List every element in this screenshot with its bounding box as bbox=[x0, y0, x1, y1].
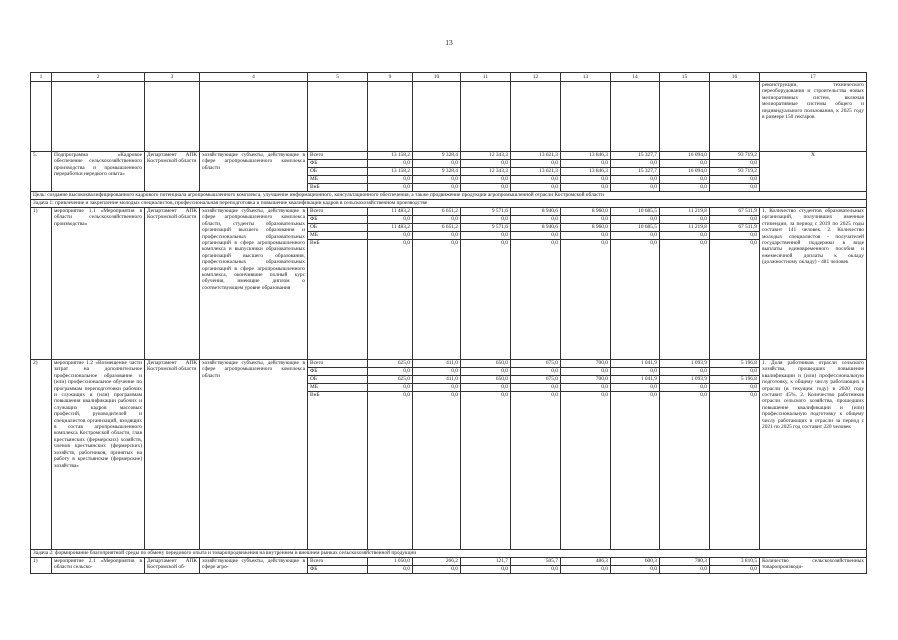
value-cell: 0,0 bbox=[368, 368, 413, 376]
value-cell: 0,0 bbox=[710, 368, 760, 376]
value-cell: 11 483,2 bbox=[368, 208, 413, 216]
value-cell: 15 327,7 bbox=[611, 152, 660, 160]
funding-source: Всего bbox=[308, 208, 368, 216]
section-text: Задача 2: формирование благоприятной среды по обмену передового опыта и товаропродвижения на внутреннем и внешнем рынках сельскохозяйственной продукции bbox=[31, 550, 867, 558]
value-cell: 10 685,5 bbox=[611, 224, 660, 232]
value-cell: 93 719,2 bbox=[710, 168, 760, 176]
empty-cell bbox=[31, 82, 52, 152]
value-cell: 6 651,2 bbox=[413, 224, 461, 232]
value-cell: 15 327,7 bbox=[611, 168, 660, 176]
value-cell: 0,0 bbox=[461, 392, 511, 550]
value-cell: 0,0 bbox=[561, 176, 611, 184]
value-cell: 13 621,3 bbox=[511, 152, 561, 160]
funding-source: ФБ bbox=[308, 160, 368, 168]
funding-source: ОБ bbox=[308, 376, 368, 384]
value-cell: 9 571,6 bbox=[461, 224, 511, 232]
value-cell: 5 196,8 bbox=[710, 360, 760, 368]
value-cell: 0,0 bbox=[461, 160, 511, 168]
value-cell: 0,0 bbox=[368, 240, 413, 360]
event-name: мероприятие 1.2 «Возмещение части затрат на дополнительное профессиональное образование и (или) профессиональное обучение по программам переподготовки рабочих и служащих и (или) программам повышения квалификации рабочих и служащих кадров массовых профессий, руководителей и специалистов организаций, входящих в состав агропромышленного комплекса Костромской области, глав крестьянских (фермерских) хозяйств, членов крестьянских (фермерских) хозяйств, работников, принятых на работу в крестьянские (фермерские) хозяйства» bbox=[52, 360, 145, 550]
funding-source: ВнБ bbox=[308, 240, 368, 360]
value-cell: 700,0 bbox=[561, 376, 611, 384]
result-cell: 1. Количество студентов образовательных организаций, получивших именные стипендии, за период с 2019 по 2025 годы составит 141 человек. 2. Количество молодых специалистов - получателей государственной поддержки в виде выплаты единовременного пособия и ежемесячной доплаты к окладу (должностному окладу) - 481 человек bbox=[760, 208, 867, 360]
empty-cell bbox=[710, 82, 760, 152]
value-cell: 12 343,3 bbox=[461, 152, 511, 160]
column-header: 11 bbox=[461, 73, 511, 82]
value-cell: 1 041,9 bbox=[611, 360, 660, 368]
column-header: 15 bbox=[660, 73, 710, 82]
empty-cell bbox=[461, 82, 511, 152]
value-cell: 10 685,5 bbox=[611, 208, 660, 216]
value-cell: 0,0 bbox=[611, 566, 660, 574]
value-cell: 1 093,9 bbox=[660, 376, 710, 384]
value-cell: 411,0 bbox=[413, 360, 461, 368]
value-cell: 0,0 bbox=[413, 232, 461, 240]
value-cell: 8 960,0 bbox=[561, 224, 611, 232]
value-cell: 8 940,6 bbox=[511, 224, 561, 232]
value-cell: 650,0 bbox=[461, 360, 511, 368]
value-cell: 8 940,6 bbox=[511, 208, 561, 216]
page-number: 13 bbox=[445, 38, 453, 47]
value-cell: 0,0 bbox=[511, 160, 561, 168]
column-header: 3 bbox=[145, 73, 200, 82]
row-number: 1) bbox=[31, 208, 52, 360]
value-cell: 0,0 bbox=[413, 566, 461, 574]
value-cell: 0,0 bbox=[710, 160, 760, 168]
empty-cell bbox=[511, 82, 561, 152]
value-cell: 0,0 bbox=[511, 392, 561, 550]
value-cell: 0,0 bbox=[511, 368, 561, 376]
section-text: Задача 1: привлечение и закрепление молодых специалистов, профессиональная переподготовка и повышение квалификации кадров в сельскохозяйственном производстве bbox=[31, 200, 867, 208]
value-cell: 67 511,9 bbox=[710, 224, 760, 232]
value-cell: 9 571,6 bbox=[461, 208, 511, 216]
section-row bbox=[31, 550, 867, 558]
value-cell: 3 810,5 bbox=[710, 558, 760, 566]
value-cell: 0,0 bbox=[561, 240, 611, 360]
value-cell: 0,0 bbox=[413, 184, 461, 192]
participants: хозяйствующие субъекты, действующие в сфере агропромышленного комплекса области bbox=[200, 152, 308, 192]
value-cell: 6 651,2 bbox=[413, 208, 461, 216]
event-name: мероприятие 2.1 «Мероприятия в области сельско- bbox=[52, 558, 145, 574]
value-cell: 0,0 bbox=[413, 240, 461, 360]
column-header: 10 bbox=[413, 73, 461, 82]
value-cell: 0,0 bbox=[368, 392, 413, 550]
result-cell: 1. Доля работников отрасли сельского хозяйства, прошедших повышение квалификации и (или) профессиональную подготовку, к общему числу работающих в отрасли (в текущем году) в 2020 году составит 45%. 2. Количество работников отрасли сельского хозяйства, прошедших повышение квалификации и (или) профессиональную подготовку к общему числу работающих в отрасли за период с 2021 по 2025 год составит 220 человек bbox=[760, 360, 867, 550]
value-cell: 0,0 bbox=[611, 184, 660, 192]
value-cell: 0,0 bbox=[461, 240, 511, 360]
value-cell: 0,0 bbox=[660, 368, 710, 376]
value-cell: 93 719,2 bbox=[710, 152, 760, 160]
funding-source: Всего bbox=[308, 558, 368, 566]
value-cell: 0,0 bbox=[511, 240, 561, 360]
value-cell: 0,0 bbox=[511, 566, 561, 574]
section-row bbox=[31, 200, 867, 208]
value-cell: 0,0 bbox=[710, 232, 760, 240]
table-row bbox=[31, 82, 867, 152]
value-cell: 0,0 bbox=[561, 184, 611, 192]
table-row bbox=[31, 558, 867, 566]
value-cell: 266,2 bbox=[413, 558, 461, 566]
funding-source: МБ bbox=[308, 176, 368, 184]
value-cell: 0,0 bbox=[461, 368, 511, 376]
value-cell: 0,0 bbox=[368, 232, 413, 240]
value-cell: 486,3 bbox=[561, 558, 611, 566]
value-cell: 0,0 bbox=[511, 176, 561, 184]
value-cell: 0,0 bbox=[561, 160, 611, 168]
value-cell: 16 094,0 bbox=[660, 168, 710, 176]
column-header: 1 bbox=[31, 73, 52, 82]
value-cell: 650,0 bbox=[461, 376, 511, 384]
result-cell: реконструкции, технического переоборудования и строительства новых мелиоративных систем, включая мелиоративные системы общего и индивидуального пользования, к 2025 году в размере 150 гектаров bbox=[760, 82, 867, 152]
value-cell: 0,0 bbox=[611, 368, 660, 376]
value-cell: 625,0 bbox=[368, 376, 413, 384]
value-cell: 0,0 bbox=[368, 384, 413, 392]
value-cell: 0,0 bbox=[511, 384, 561, 392]
value-cell: 0,0 bbox=[611, 240, 660, 360]
value-cell: 121,7 bbox=[461, 558, 511, 566]
value-cell: 0,0 bbox=[368, 176, 413, 184]
value-cell: 13 158,2 bbox=[368, 152, 413, 160]
column-header: 13 bbox=[561, 73, 611, 82]
column-header: 9 bbox=[368, 73, 413, 82]
funding-source: ФБ bbox=[308, 566, 368, 574]
empty-cell bbox=[368, 82, 413, 152]
value-cell: 0,0 bbox=[461, 384, 511, 392]
value-cell: 1 050,0 bbox=[368, 558, 413, 566]
value-cell: 0,0 bbox=[461, 216, 511, 224]
value-cell: 0,0 bbox=[710, 566, 760, 574]
value-cell: 505,7 bbox=[511, 558, 561, 566]
participants: хозяйствующие субъекты, действующие в сфере агро- bbox=[200, 558, 308, 574]
table-row bbox=[31, 152, 867, 160]
value-cell: 0,0 bbox=[461, 176, 511, 184]
value-cell: 0,0 bbox=[660, 216, 710, 224]
value-cell: 0,0 bbox=[413, 160, 461, 168]
funding-source: Всего bbox=[308, 360, 368, 368]
funding-source: ВнБ bbox=[308, 184, 368, 192]
funding-source: ВнБ bbox=[308, 392, 368, 550]
funding-source: ФБ bbox=[308, 216, 368, 224]
column-header: 12 bbox=[511, 73, 561, 82]
value-cell: 0,0 bbox=[611, 384, 660, 392]
section-row bbox=[31, 192, 867, 200]
value-cell: 600,3 bbox=[611, 558, 660, 566]
column-header: 5 bbox=[308, 73, 368, 82]
empty-cell bbox=[561, 82, 611, 152]
budget-table bbox=[30, 72, 867, 574]
value-cell: 0,0 bbox=[710, 392, 760, 550]
value-cell: 0,0 bbox=[710, 184, 760, 192]
value-cell: 11 219,8 bbox=[660, 224, 710, 232]
table-row bbox=[31, 360, 867, 368]
value-cell: 675,0 bbox=[511, 376, 561, 384]
value-cell: 8 960,0 bbox=[561, 208, 611, 216]
value-cell: 0,0 bbox=[413, 384, 461, 392]
value-cell: 0,0 bbox=[561, 368, 611, 376]
value-cell: 0,0 bbox=[368, 566, 413, 574]
value-cell: 0,0 bbox=[660, 384, 710, 392]
value-cell: 0,0 bbox=[611, 160, 660, 168]
participants: хозяйствующие субъекты, действующие в сфере агропромышленного комплекса области, студенты образовательных организаций высшего образования и профессиональных образовательных организаций в сфере агропромышленного комплекса и выпускники образовательных организаций высшего образования, профессиональных образовательных организаций в сфере агропромышленного комплекса, окончившие полный курс обучения, имеющие диплом о соответствующем уровне образования bbox=[200, 208, 308, 360]
value-cell: 0,0 bbox=[461, 566, 511, 574]
value-cell: 9 328,4 bbox=[413, 152, 461, 160]
column-header: 17 bbox=[760, 73, 867, 82]
value-cell: 0,0 bbox=[461, 232, 511, 240]
funding-source: МБ bbox=[308, 384, 368, 392]
funding-source: Всего bbox=[308, 152, 368, 160]
value-cell: 0,0 bbox=[413, 368, 461, 376]
value-cell: 13 158,2 bbox=[368, 168, 413, 176]
table-row bbox=[31, 208, 867, 216]
value-cell: 0,0 bbox=[611, 176, 660, 184]
empty-cell bbox=[308, 82, 368, 152]
value-cell: 0,0 bbox=[611, 216, 660, 224]
value-cell: 5 196,8 bbox=[710, 376, 760, 384]
row-number: 2) bbox=[31, 360, 52, 550]
value-cell: 0,0 bbox=[511, 232, 561, 240]
value-cell: 0,0 bbox=[368, 216, 413, 224]
value-cell: 0,0 bbox=[511, 184, 561, 192]
column-header: 4 bbox=[200, 73, 308, 82]
value-cell: 11 219,8 bbox=[660, 208, 710, 216]
value-cell: 780,3 bbox=[660, 558, 710, 566]
value-cell: 0,0 bbox=[368, 184, 413, 192]
header-row bbox=[31, 73, 867, 82]
section-text: Цель: создание высококвалифицированного кадрового потенциала агропромышленного комплекса, улучшение информационного, консультационного обеспечения, а также продвижение продукции агропромышленной отрасли Костромской области bbox=[31, 192, 867, 200]
value-cell: 11 483,2 bbox=[368, 224, 413, 232]
department: Департамент АПК Костромской области bbox=[145, 152, 200, 192]
value-cell: 0,0 bbox=[660, 392, 710, 550]
value-cell: 9 328,4 bbox=[413, 168, 461, 176]
value-cell: 0,0 bbox=[611, 232, 660, 240]
value-cell: 0,0 bbox=[710, 176, 760, 184]
empty-cell bbox=[611, 82, 660, 152]
value-cell: 1 041,9 bbox=[611, 376, 660, 384]
value-cell: 0,0 bbox=[561, 384, 611, 392]
value-cell: 0,0 bbox=[511, 216, 561, 224]
department: Департамент АПК Костромской об- bbox=[145, 558, 200, 574]
value-cell: 0,0 bbox=[660, 240, 710, 360]
value-cell: 625,0 bbox=[368, 360, 413, 368]
value-cell: 0,0 bbox=[368, 160, 413, 168]
participants: хозяйствующие субъекты, действующие в сфере агропромышленного комплекса области bbox=[200, 360, 308, 550]
funding-source: МБ bbox=[308, 232, 368, 240]
value-cell: 13 846,3 bbox=[561, 168, 611, 176]
value-cell: 67 511,9 bbox=[710, 208, 760, 216]
column-header: 16 bbox=[710, 73, 760, 82]
value-cell: 0,0 bbox=[710, 240, 760, 360]
value-cell: 0,0 bbox=[461, 184, 511, 192]
event-name: мероприятие 1.1 «Мероприятия в области сельскохозяйственного производства» bbox=[52, 208, 145, 360]
value-cell: 0,0 bbox=[710, 216, 760, 224]
value-cell: 0,0 bbox=[660, 566, 710, 574]
funding-source: ОБ bbox=[308, 224, 368, 232]
value-cell: 675,0 bbox=[511, 360, 561, 368]
value-cell: 0,0 bbox=[561, 216, 611, 224]
column-header: 2 bbox=[52, 73, 145, 82]
value-cell: 700,0 bbox=[561, 360, 611, 368]
value-cell: 0,0 bbox=[413, 176, 461, 184]
value-cell: 0,0 bbox=[561, 232, 611, 240]
result-cell: Количество сельскохозяйственных товаропроизводи- bbox=[760, 558, 867, 574]
department: Департамент АПК Костромской области bbox=[145, 360, 200, 550]
funding-source: ОБ bbox=[308, 168, 368, 176]
empty-cell bbox=[660, 82, 710, 152]
value-cell: 0,0 bbox=[660, 232, 710, 240]
value-cell: 13 846,3 bbox=[561, 152, 611, 160]
value-cell: 16 094,0 bbox=[660, 152, 710, 160]
department: Департамент АПК Костромской области bbox=[145, 208, 200, 360]
value-cell: 0,0 bbox=[660, 184, 710, 192]
value-cell: 13 621,3 bbox=[511, 168, 561, 176]
row-number: 5. bbox=[31, 152, 52, 192]
value-cell: 1 093,9 bbox=[660, 360, 710, 368]
value-cell: 0,0 bbox=[413, 392, 461, 550]
value-cell: 0,0 bbox=[710, 384, 760, 392]
result-cell: Х bbox=[760, 152, 867, 192]
event-name: Подпрограмма «Кадровое обеспечение сельскохозяйственного производства и промышленного переработки нередкого опыта» bbox=[52, 152, 145, 192]
empty-cell bbox=[200, 82, 308, 152]
value-cell: 0,0 bbox=[413, 216, 461, 224]
value-cell: 0,0 bbox=[561, 392, 611, 550]
value-cell: 411,0 bbox=[413, 376, 461, 384]
empty-cell bbox=[52, 82, 145, 152]
value-cell: 0,0 bbox=[561, 566, 611, 574]
funding-source: ФБ bbox=[308, 368, 368, 376]
row-number: 1) bbox=[31, 558, 52, 574]
empty-cell bbox=[145, 82, 200, 152]
value-cell: 0,0 bbox=[660, 176, 710, 184]
value-cell: 0,0 bbox=[611, 392, 660, 550]
value-cell: 12 343,3 bbox=[461, 168, 511, 176]
value-cell: 0,0 bbox=[660, 160, 710, 168]
column-header: 14 bbox=[611, 73, 660, 82]
empty-cell bbox=[413, 82, 461, 152]
